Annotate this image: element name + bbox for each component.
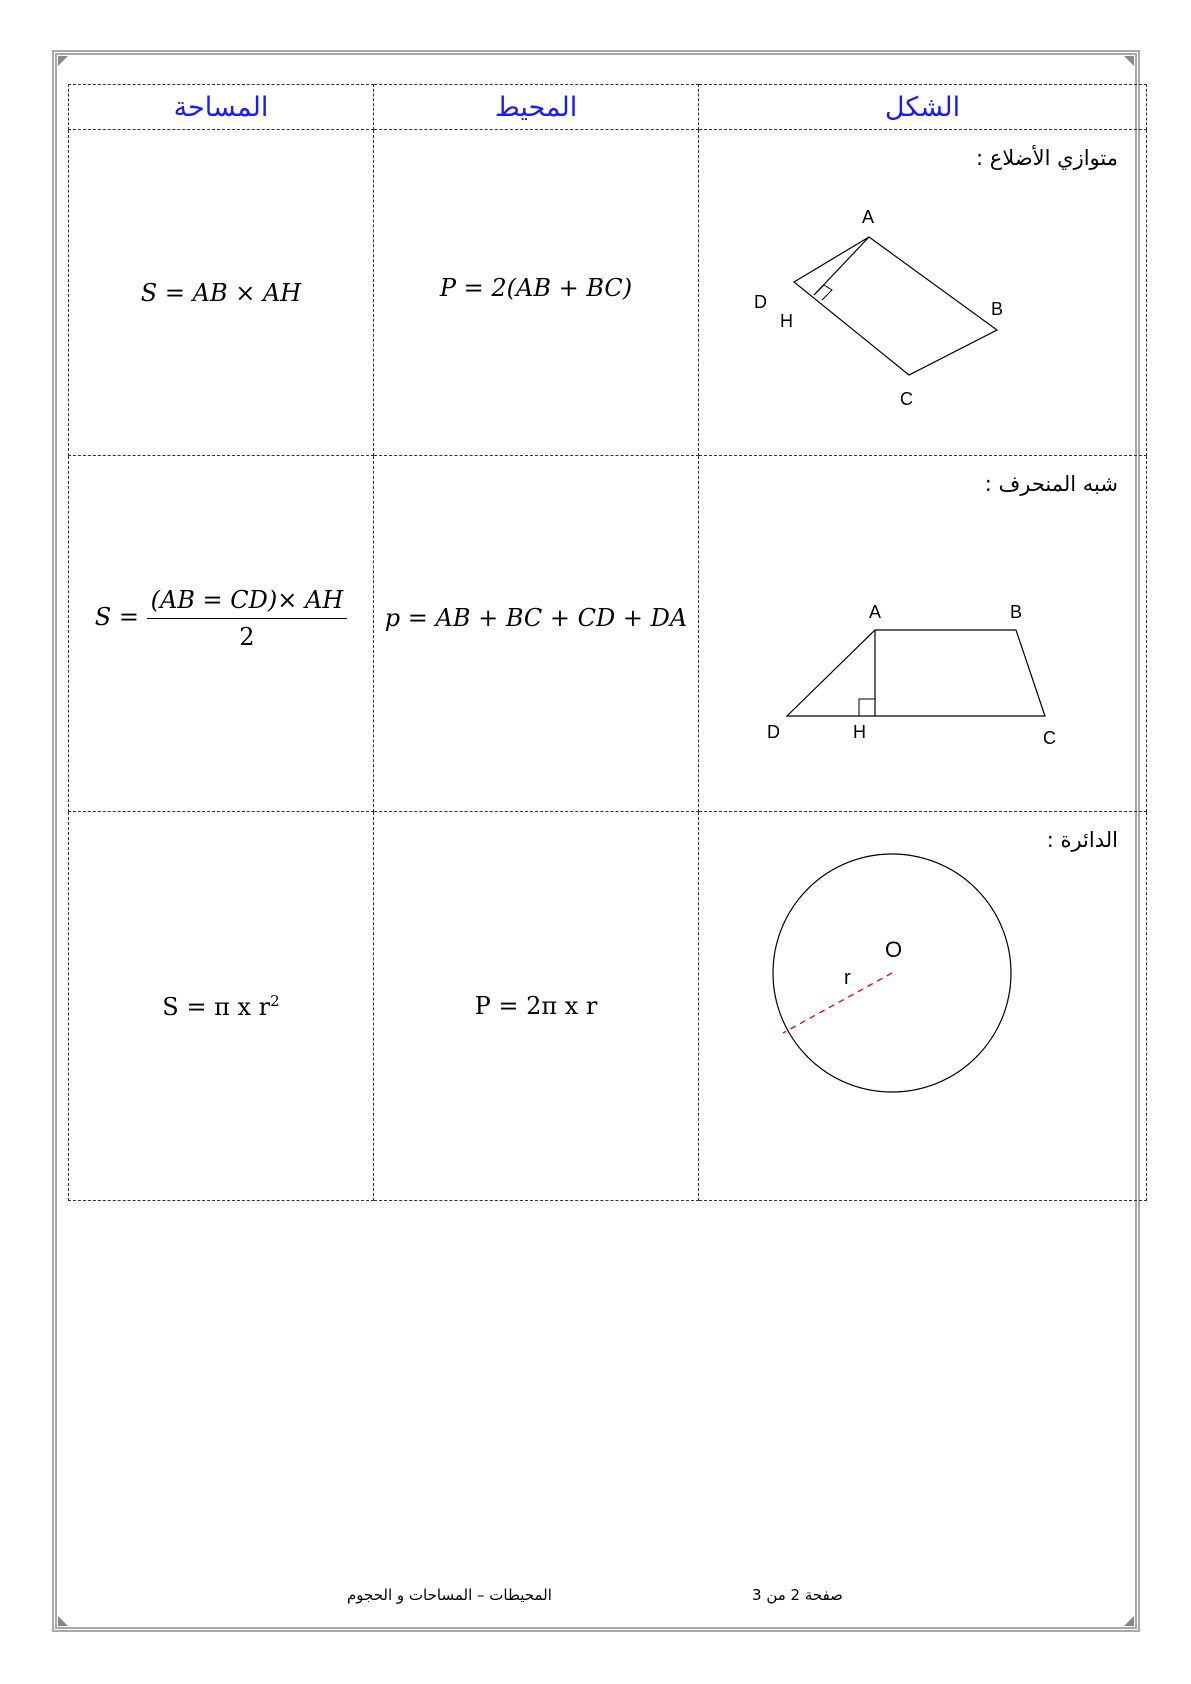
footer-title: المحيطات – المساحات و الحجوم	[347, 1586, 552, 1604]
shape-cell	[699, 130, 1147, 456]
parallelogram-outline	[794, 237, 997, 375]
shape-name: الدائرة :	[1046, 828, 1118, 852]
area-formula-lhs: S =	[94, 603, 139, 631]
radius-dashed-line	[783, 973, 892, 1033]
corner-ornament	[1124, 1616, 1134, 1626]
point-label-d: D	[767, 722, 780, 742]
header-area: المساحة	[69, 85, 374, 130]
perimeter-cell	[374, 456, 699, 812]
trapezoid-figure	[699, 456, 1147, 811]
header-shape: الشكل	[699, 85, 1147, 130]
parallelogram-figure	[699, 130, 1147, 455]
trapezoid-outline	[787, 630, 1045, 716]
point-label-h: H	[780, 311, 793, 331]
area-formula-numerator: (AB = CD)× AH	[147, 586, 348, 619]
area-cell	[69, 130, 374, 456]
corner-ornament	[58, 1616, 68, 1626]
point-label-a: A	[862, 207, 875, 227]
footer-page-number: صفحة 2 من 3	[752, 1586, 843, 1604]
point-label-c: C	[1043, 728, 1056, 748]
point-label-d: D	[754, 292, 767, 312]
table-row	[69, 812, 1147, 1201]
shape-name: شبه المنحرف :	[984, 472, 1118, 496]
right-angle-mark	[859, 699, 875, 716]
perimeter-cell	[374, 812, 699, 1201]
perimeter-formula: p = AB + BC + CD + DA	[384, 603, 688, 632]
table-row	[69, 456, 1147, 812]
corner-ornament	[58, 56, 68, 66]
perimeter-cell	[374, 130, 699, 456]
right-angle-mark	[814, 285, 832, 300]
point-label-c: C	[900, 389, 913, 409]
point-label-a: A	[869, 602, 882, 622]
area-formula-exponent: 2	[270, 991, 280, 1010]
corner-ornament	[1124, 56, 1134, 66]
area-formula-fraction	[147, 586, 348, 651]
area-formula-denominator: 2	[239, 623, 255, 651]
shape-cell	[699, 456, 1147, 812]
table-row	[69, 130, 1147, 456]
shape-name: متوازي الأضلاع :	[976, 146, 1118, 170]
table-header-row	[69, 85, 1147, 130]
point-label-h: H	[853, 722, 866, 742]
header-perimeter: المحيط	[374, 85, 699, 130]
area-cell	[69, 456, 374, 812]
point-label-o: O	[885, 937, 903, 962]
radius-label: r	[844, 967, 851, 989]
circle-figure	[699, 812, 1147, 1200]
formulas-table	[68, 84, 1147, 1201]
point-label-b: B	[1010, 602, 1023, 622]
area-formula	[69, 586, 373, 651]
perimeter-formula: P = 2π x r	[474, 992, 598, 1020]
area-cell	[69, 812, 374, 1201]
area-formula	[69, 992, 373, 1021]
area-formula-base: S = π x r	[162, 992, 271, 1021]
point-label-b: B	[991, 299, 1004, 319]
shape-cell	[699, 812, 1147, 1201]
perimeter-formula: P = 2(AB + BC)	[439, 273, 633, 302]
area-formula: S = AB × AH	[140, 278, 302, 307]
